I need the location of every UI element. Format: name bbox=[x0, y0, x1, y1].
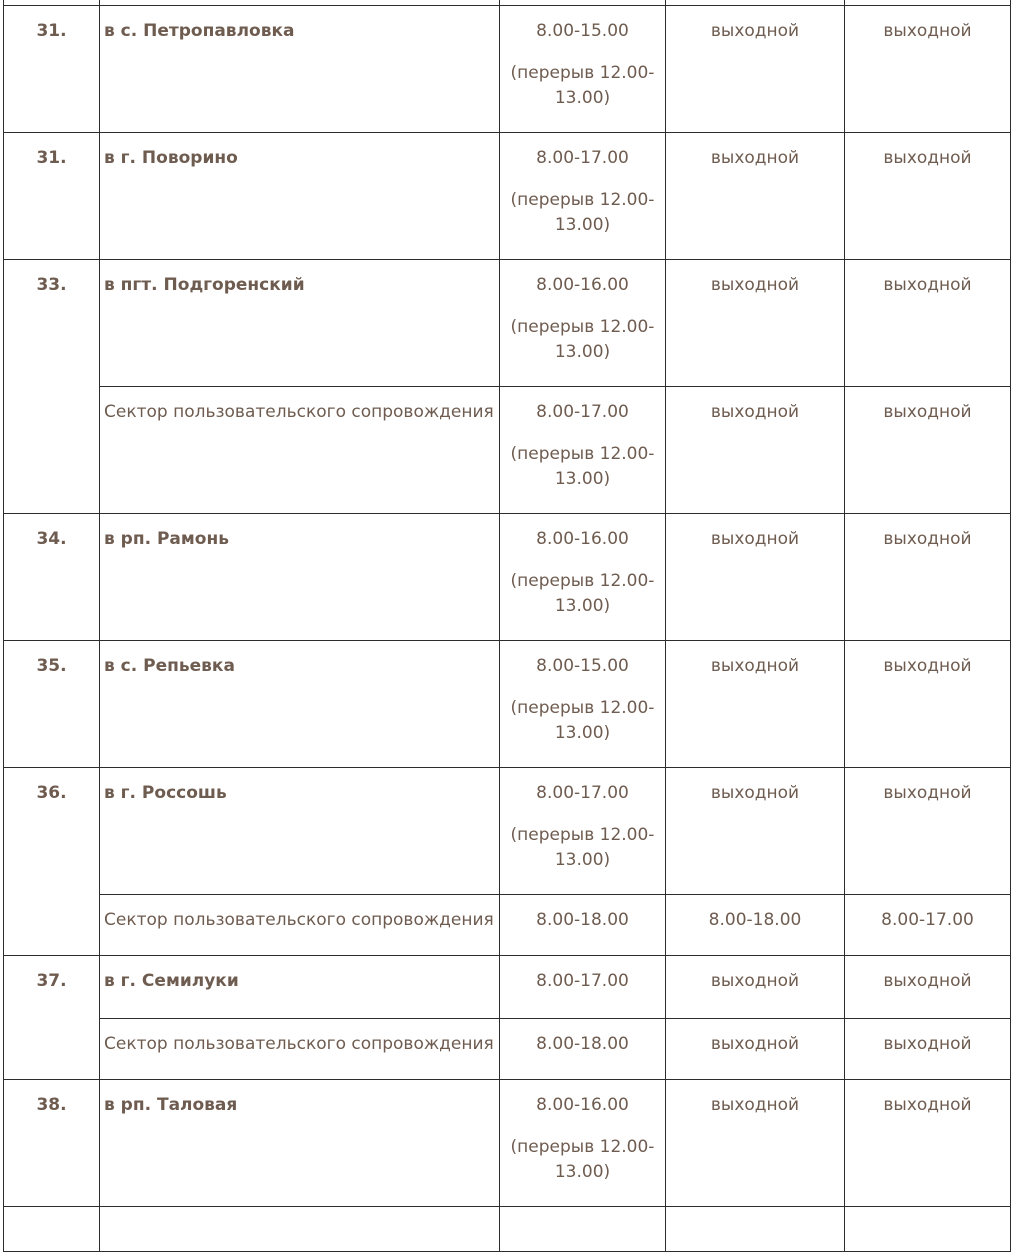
weekday-hours-cell-text: 8.00-17.00 bbox=[536, 148, 629, 168]
saturday-hours-cell bbox=[666, 387, 845, 514]
office-name-cell-text: в рп. Рамонь bbox=[104, 529, 229, 549]
sunday-hours-cell bbox=[845, 1080, 1011, 1207]
office-name-cell bbox=[100, 260, 500, 387]
bottom-partial-row bbox=[4, 1207, 1011, 1252]
sunday-hours-cell bbox=[845, 956, 1011, 1019]
saturday-hours-cell-text: выходной bbox=[710, 656, 800, 676]
table-row bbox=[4, 260, 1011, 387]
row-number-cell bbox=[4, 6, 100, 133]
saturday-hours-cell-text: выходной bbox=[710, 148, 800, 168]
table-row bbox=[4, 1080, 1011, 1207]
table-row bbox=[4, 514, 1011, 641]
weekday-hours-cell-text: 8.00-16.00 bbox=[536, 529, 629, 549]
office-name-cell-text: в с. Репьевка bbox=[104, 656, 235, 676]
weekday-hours-cell-text: (перерыв 12.00-13.00) bbox=[510, 63, 655, 108]
weekday-hours-cell bbox=[500, 260, 666, 387]
sunday-hours-cell-text: выходной bbox=[883, 275, 972, 295]
row-number-cell-text: 37. bbox=[36, 971, 67, 991]
office-name-cell bbox=[100, 133, 500, 260]
saturday-hours-cell bbox=[666, 1080, 845, 1207]
row-number-cell-text: 35. bbox=[36, 656, 67, 676]
saturday-hours-cell bbox=[666, 6, 845, 133]
weekday-hours-cell bbox=[500, 1019, 666, 1080]
sunday-hours-cell bbox=[845, 6, 1011, 133]
weekday-hours-cell-text: (перерыв 12.00-13.00) bbox=[510, 317, 655, 362]
office-name-cell-text: в пгт. Подгоренский bbox=[104, 275, 305, 295]
weekday-hours-cell bbox=[500, 768, 666, 895]
weekday-hours-cell-text: (перерыв 12.00-13.00) bbox=[510, 825, 655, 870]
sunday-hours-cell-text: выходной bbox=[883, 1034, 972, 1054]
office-name-cell bbox=[100, 1080, 500, 1207]
saturday-hours-cell-text: 8.00-18.00 bbox=[708, 910, 802, 930]
weekday-hours-cell-text: 8.00-17.00 bbox=[536, 971, 629, 991]
weekday-hours-cell-text: 8.00-15.00 bbox=[536, 21, 629, 41]
weekday-hours-cell-text: (перерыв 12.00-13.00) bbox=[510, 571, 655, 616]
weekday-hours-cell-text: 8.00-18.00 bbox=[536, 1034, 629, 1054]
row-number-cell-text: 36. bbox=[36, 783, 67, 803]
table-body bbox=[4, 0, 1011, 1252]
sunday-hours-cell bbox=[845, 133, 1011, 260]
weekday-hours-cell-text: 8.00-17.00 bbox=[536, 783, 629, 803]
table-row bbox=[4, 895, 1011, 956]
sunday-hours-cell-text: выходной bbox=[883, 402, 972, 422]
saturday-hours-cell bbox=[666, 260, 845, 387]
office-name-cell-text: в г. Семилуки bbox=[104, 971, 239, 991]
sunday-hours-cell bbox=[845, 387, 1011, 514]
sunday-hours-cell-text: выходной bbox=[883, 783, 972, 803]
row-number-cell-text: 33. bbox=[36, 275, 67, 295]
saturday-hours-cell bbox=[666, 133, 845, 260]
office-name-cell bbox=[100, 895, 500, 956]
sunday-hours-cell-text: 8.00-17.00 bbox=[881, 910, 974, 930]
table-row bbox=[4, 768, 1011, 895]
bottom-partial-row-cell bbox=[4, 1207, 100, 1252]
saturday-hours-cell bbox=[666, 956, 845, 1019]
saturday-hours-cell bbox=[666, 895, 845, 956]
weekday-hours-cell-text: (перерыв 12.00-13.00) bbox=[510, 698, 655, 743]
saturday-hours-cell-text: выходной bbox=[710, 529, 800, 549]
row-number-cell-text: 31. bbox=[36, 148, 67, 168]
row-number-cell-text: 34. bbox=[36, 529, 67, 549]
bottom-partial-row-cell bbox=[845, 1207, 1011, 1252]
office-name-cell bbox=[100, 387, 500, 514]
saturday-hours-cell-text: выходной bbox=[710, 971, 800, 991]
sunday-hours-cell-text: выходной bbox=[883, 971, 972, 991]
weekday-hours-cell-text: 8.00-18.00 bbox=[536, 910, 629, 930]
office-name-cell-text: в г. Россошь bbox=[104, 783, 227, 803]
bottom-partial-row-cell bbox=[100, 1207, 500, 1252]
table-row bbox=[4, 133, 1011, 260]
weekday-hours-cell bbox=[500, 1080, 666, 1207]
saturday-hours-cell bbox=[666, 1019, 845, 1080]
sunday-hours-cell bbox=[845, 1019, 1011, 1080]
saturday-hours-cell-text: выходной bbox=[710, 1095, 800, 1115]
row-number-cell bbox=[4, 1080, 100, 1207]
row-number-cell bbox=[4, 260, 100, 514]
weekday-hours-cell-text: 8.00-17.00 bbox=[536, 402, 629, 422]
office-name-cell-text: в рп. Таловая bbox=[104, 1095, 238, 1115]
office-name-cell-text: Сектор пользовательского сопровождения bbox=[104, 1034, 494, 1054]
saturday-hours-cell bbox=[666, 514, 845, 641]
saturday-hours-cell bbox=[666, 641, 845, 768]
saturday-hours-cell-text: выходной bbox=[710, 21, 800, 41]
office-name-cell-text: в с. Петропавловка bbox=[104, 21, 295, 41]
saturday-hours-cell-text: выходной bbox=[710, 783, 800, 803]
office-name-cell-text: в г. Поворино bbox=[104, 148, 238, 168]
table-row bbox=[4, 6, 1011, 133]
weekday-hours-cell bbox=[500, 133, 666, 260]
table-row bbox=[4, 641, 1011, 768]
sunday-hours-cell bbox=[845, 895, 1011, 956]
office-name-cell bbox=[100, 6, 500, 133]
schedule-table-container bbox=[3, 0, 1011, 1252]
sunday-hours-cell-text: выходной bbox=[883, 529, 972, 549]
bottom-partial-row-cell bbox=[666, 1207, 845, 1252]
office-hours-table bbox=[3, 0, 1011, 1252]
weekday-hours-cell-text: (перерыв 12.00-13.00) bbox=[510, 1137, 655, 1182]
saturday-hours-cell bbox=[666, 768, 845, 895]
row-number-cell bbox=[4, 641, 100, 768]
weekday-hours-cell-text: (перерыв 12.00-13.00) bbox=[510, 444, 655, 489]
row-number-cell bbox=[4, 768, 100, 956]
row-number-cell bbox=[4, 956, 100, 1080]
office-name-cell bbox=[100, 641, 500, 768]
row-number-cell-text: 31. bbox=[36, 21, 67, 41]
office-name-cell bbox=[100, 768, 500, 895]
sunday-hours-cell-text: выходной bbox=[883, 148, 972, 168]
weekday-hours-cell bbox=[500, 387, 666, 514]
office-name-cell bbox=[100, 956, 500, 1019]
office-name-cell-text: Сектор пользовательского сопровождения bbox=[104, 910, 494, 930]
weekday-hours-cell-text: 8.00-16.00 bbox=[536, 275, 629, 295]
table-row bbox=[4, 956, 1011, 1019]
sunday-hours-cell bbox=[845, 514, 1011, 641]
table-row bbox=[4, 1019, 1011, 1080]
table-row bbox=[4, 387, 1011, 514]
row-number-cell bbox=[4, 133, 100, 260]
sunday-hours-cell-text: выходной bbox=[883, 21, 972, 41]
weekday-hours-cell bbox=[500, 895, 666, 956]
weekday-hours-cell bbox=[500, 956, 666, 1019]
weekday-hours-cell bbox=[500, 514, 666, 641]
sunday-hours-cell bbox=[845, 641, 1011, 768]
sunday-hours-cell-text: выходной bbox=[883, 656, 972, 676]
saturday-hours-cell-text: выходной bbox=[710, 402, 800, 422]
sunday-hours-cell-text: выходной bbox=[883, 1095, 972, 1115]
weekday-hours-cell-text: (перерыв 12.00-13.00) bbox=[510, 190, 655, 235]
saturday-hours-cell-text: выходной bbox=[710, 275, 800, 295]
office-name-cell bbox=[100, 1019, 500, 1080]
sunday-hours-cell bbox=[845, 768, 1011, 895]
weekday-hours-cell-text: 8.00-15.00 bbox=[536, 656, 629, 676]
office-name-cell-text: Сектор пользовательского сопровождения bbox=[104, 402, 494, 422]
weekday-hours-cell bbox=[500, 6, 666, 133]
saturday-hours-cell-text: выходной bbox=[710, 1034, 800, 1054]
sunday-hours-cell bbox=[845, 260, 1011, 387]
office-name-cell bbox=[100, 514, 500, 641]
weekday-hours-cell-text: 8.00-16.00 bbox=[536, 1095, 629, 1115]
weekday-hours-cell bbox=[500, 641, 666, 768]
row-number-cell bbox=[4, 514, 100, 641]
row-number-cell-text: 38. bbox=[36, 1095, 67, 1115]
bottom-partial-row-cell bbox=[500, 1207, 666, 1252]
